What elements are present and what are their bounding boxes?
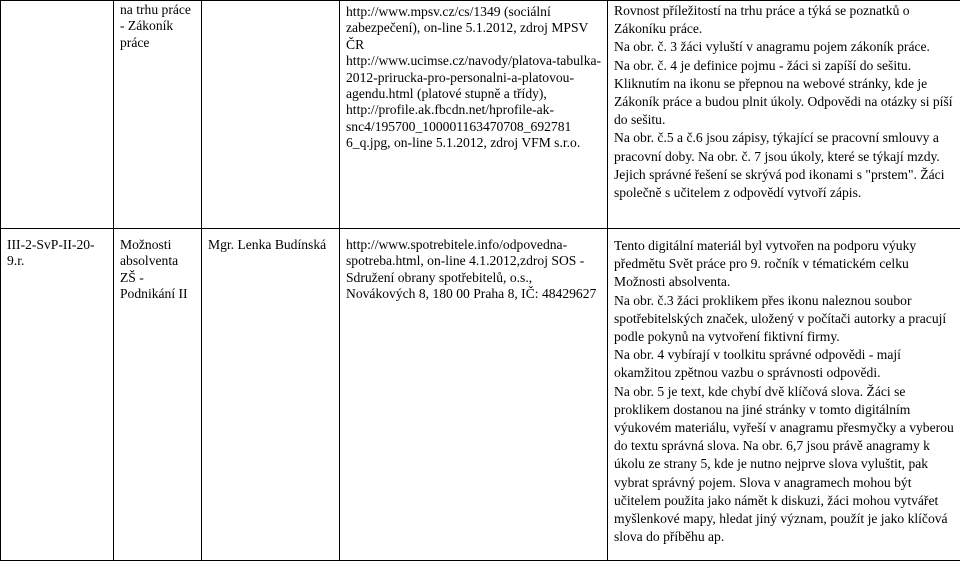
description-paragraph: Na obr. č. 4 je definice pojmu - žáci si zapíší do sešitu. Kliknutím na ikonu se přepnou na webové stránky, kde je Zákoník práce a budou plnit úkoly. Odpovědi na otázky si píší do sešitu. (614, 57, 953, 128)
description-paragraph: Na obr. č. 3 žáci vyluští v anagramu pojem zákoník práce. (614, 39, 930, 55)
table-row (1, 229, 960, 561)
material-subject: Možnosti absolventa ZŠ - Podnikání II (120, 237, 188, 302)
table-row (1, 1, 960, 229)
source-text: http://www.ucimse.cz/navody/platova-tabulka-2012-prirucka-pro-personalni-a-platovou-agendu.html (platové stupně a třídy), (346, 53, 602, 102)
material-subject: na trhu práce - Zákoník práce (120, 2, 191, 50)
description-paragraph: Na obr. č.3 žáci proklikem přes ikonu naleznou soubor spotřebitelských značek, uložený v počítači autorky a pracují podle pokynů na vytvoření fiktivní firmy. (614, 292, 947, 345)
material-subject-cell (114, 229, 202, 561)
material-author-cell (202, 1, 340, 229)
material-subject-cell (114, 1, 202, 229)
material-sources-cell (340, 1, 608, 229)
description-paragraph: Rovnost příležitostí na trhu práce a týká se poznatků o Zákoníku práce. (614, 3, 910, 37)
description-paragraph: Na obr. 4 vybírají v toolkitu správné odpovědi - mají okamžitou zpětnou vazbu o správnosti odpovědi. (614, 347, 901, 381)
material-sources-cell (340, 229, 608, 561)
source-text: http://www.mpsv.cz/cs/1349 (sociální zabezpečení), on-line 5.1.2012, zdroj MPSV ČR (346, 4, 589, 52)
description-paragraph: Na obr. 5 je text, kde chybí dvě klíčová slova. Žáci se proklikem dostanou na jiné stránky v tomto digitálním výukovém materiálu, vyřeší v anagramu přesmyčky a vyberou do textu správná slova. Na obr. 6,7 jsou právě anagramy k úkolu ze strany 5, kde je nutno nejprve slova vyluštit, pak vybrat správný pojem. Slova v anagramech mohou být učitelem použita jako námět k diskuzi, žáci mohou vytvářet myšlenkové mapy, hledat jiný význam, použít je jako klíčová slova do příběhu ap. (614, 383, 954, 545)
material-author-cell: Mgr. Lenka Budínská (202, 229, 340, 561)
source-text: http://profile.ak.fbcdn.net/hprofile-ak-snc4/195700_100001163470708_692781 6_q.jpg, on-line 5.1.2012, zdroj VFM s.r.o. (346, 102, 581, 151)
material-description-cell (608, 1, 960, 229)
description-paragraph: Na obr. č.5 a č.6 jsou zápisy, týkající se pracovní smlouvy a pracovní doby. Na obr. č. 7 jsou úkoly, které se týkají mzdy. Jejich správné řešení se skrývá pod ikonami s "prstem". Žáci společně s učitelem z odpovědí vytvoří zápis. (614, 130, 945, 201)
material-description-cell (608, 229, 960, 561)
source-text: http://www.spotrebitele.info/odpovedna-spotreba.html, on-line 4.1.2012,zdroj SOS - Sdružení obrany spotřebitelů, o.s., Novákových 8, 180 00 Praha 8, IČ: 48429627 (346, 237, 597, 302)
material-id-cell (1, 1, 114, 229)
description-paragraph: Tento digitální materiál byl vytvořen na podporu výuky předmětu Svět práce pro 9. ročník v tématickém celku Možnosti absolventa. (614, 238, 917, 290)
material-id-cell: III-2-SvP-II-20-9.r. (1, 229, 114, 561)
